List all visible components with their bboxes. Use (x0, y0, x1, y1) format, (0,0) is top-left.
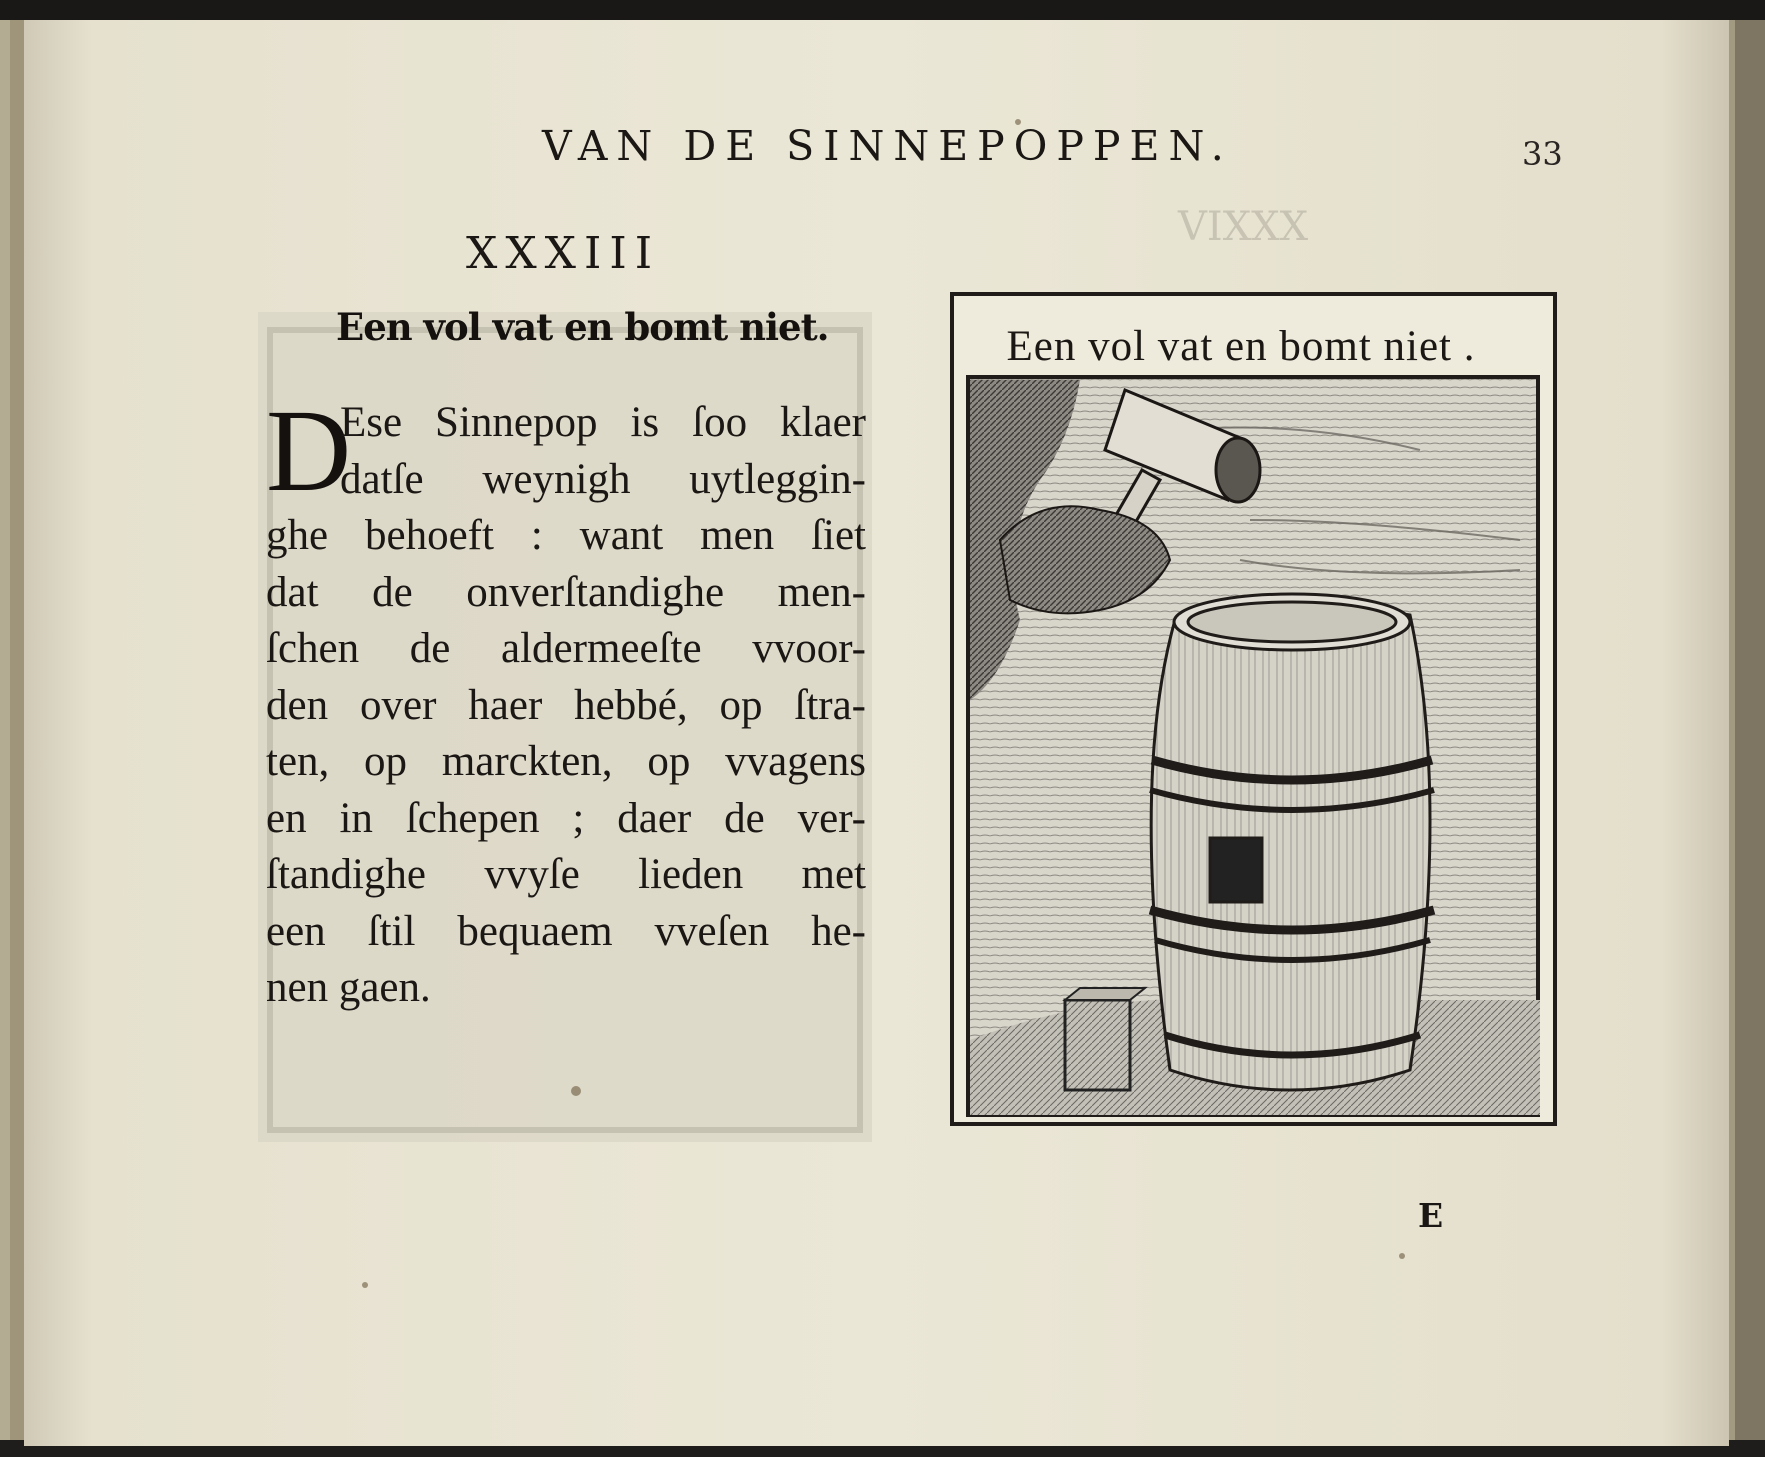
chapter-number: XXXIII (466, 228, 661, 279)
emblem-commentary (266, 395, 866, 1017)
plate-caption: Een vol vat en bomt niet . (1006, 323, 1476, 370)
body-line: dat de onverſtandighe men- (266, 568, 866, 616)
motto-heading: Een vol vat en bomt niet. (336, 305, 829, 349)
body-line: ghe behoeft : want men ſiet (266, 512, 866, 559)
body-line: Ese Sinnepop is ſoo klaer (340, 399, 866, 446)
body-line: datſe weynigh uytleggin- (340, 455, 866, 503)
body-line: een ſtil bequaem vveſen he- (266, 907, 866, 955)
svg-text:VIXXX: VIXXX (1178, 204, 1309, 250)
body-line: ſtandighe vvyſe lieden met (266, 851, 866, 898)
body-line: den over haer hebbé, op ſtra- (266, 681, 866, 729)
signature-mark: E (1418, 1196, 1444, 1235)
body-line: nen gaen. (266, 964, 431, 1011)
running-head: VAN DE SINNEPOPPEN. (542, 122, 1233, 170)
body-line: ten, op marckten, op vvagens (266, 738, 866, 785)
body-line: en in ſchepen ; daer de ver- (266, 794, 866, 842)
body-line: ſchen de aldermeeſte vvoor- (266, 625, 866, 672)
drop-cap: D (266, 385, 352, 516)
barrel (1150, 594, 1434, 1090)
page-number: 33 (1522, 135, 1563, 173)
